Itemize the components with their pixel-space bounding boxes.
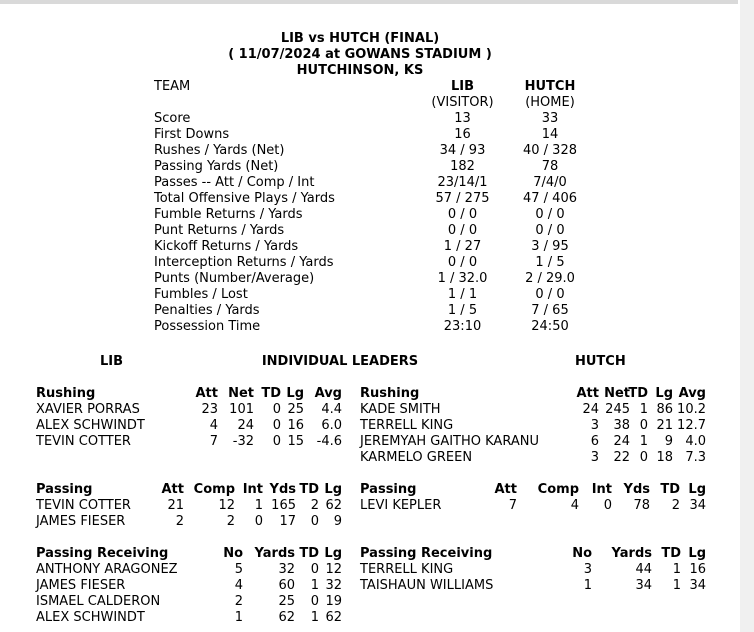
team-stat-visitor: 0 / 0	[447, 223, 478, 238]
stat-value: 25	[278, 594, 295, 609]
player-name: JEREMYAH GAITHO KARANU	[360, 434, 539, 449]
team-stat-label: Score	[154, 111, 191, 126]
column-header: Comp	[193, 482, 235, 497]
player-name: TAISHAUN WILLIAMS	[360, 578, 494, 593]
column-header: Net	[604, 386, 630, 401]
stat-value: 24	[582, 402, 599, 417]
stat-value: 24	[613, 434, 630, 449]
team-stat-visitor: 23:10	[443, 319, 482, 334]
team-stat-home: 14	[541, 127, 559, 142]
top-border	[0, 0, 738, 4]
stat-value: 7	[508, 498, 517, 513]
team-stat-home: 78	[541, 159, 559, 174]
column-header: TD	[299, 482, 319, 497]
stat-value: 10.2	[677, 402, 706, 417]
stat-value: 19	[325, 594, 342, 609]
player-name: KARMELO GREEN	[360, 450, 473, 465]
stat-value: 25	[287, 402, 304, 417]
column-header: Int	[591, 482, 612, 497]
column-header: TD	[660, 482, 680, 497]
home-team-name: HUTCH	[524, 79, 576, 94]
stat-value: 0	[639, 450, 648, 465]
team-stat-label: Fumbles / Lost	[154, 287, 248, 302]
visitor-team-name: LIB	[450, 79, 475, 94]
stat-value: -4.6	[316, 434, 342, 449]
stat-value: 4	[234, 578, 243, 593]
team-stat-label: Penalties / Yards	[154, 303, 260, 318]
stat-value: 15	[287, 434, 304, 449]
team-stat-home: 1 / 5	[535, 255, 565, 270]
stat-value: 12.7	[677, 418, 706, 433]
column-header: TD	[261, 386, 281, 401]
stat-value: 0	[603, 498, 612, 513]
team-stat-home: 0 / 0	[535, 223, 565, 238]
leaders-left-team: LIB	[100, 354, 124, 369]
stat-value: 0	[310, 594, 319, 609]
team-stat-label: Passing Yards (Net)	[154, 159, 279, 174]
stat-value: -32	[232, 434, 254, 449]
leaders-title: INDIVIDUAL LEADERS	[261, 354, 419, 369]
scrollbar[interactable]	[740, 0, 754, 632]
stat-value: 0	[272, 402, 281, 417]
team-stat-visitor: 1 / 32.0	[437, 271, 488, 286]
section-title: Rushing	[36, 386, 96, 401]
column-header: Lg	[655, 386, 673, 401]
column-header: Yds	[623, 482, 650, 497]
stat-value: 0	[272, 434, 281, 449]
column-header: Att	[494, 482, 517, 497]
stat-value: 34	[635, 578, 652, 593]
column-header: Lg	[688, 546, 706, 561]
stat-value: 24	[237, 418, 254, 433]
team-stat-home: 7 / 65	[531, 303, 569, 318]
team-stat-label: Interception Returns / Yards	[154, 255, 334, 270]
team-stat-visitor: 57 / 275	[435, 191, 490, 206]
column-header: Lg	[324, 546, 342, 561]
stat-value: 34	[689, 578, 706, 593]
stat-value: 1	[639, 434, 648, 449]
player-name: XAVIER PORRAS	[36, 402, 140, 417]
stat-value: 1	[583, 578, 592, 593]
stat-value: 78	[633, 498, 650, 513]
stat-value: 60	[278, 578, 295, 593]
team-stat-visitor: 34 / 93	[439, 143, 486, 158]
team-stat-label: Passes -- Att / Comp / Int	[154, 175, 315, 190]
team-stat-home: 24:50	[531, 319, 569, 334]
stat-value: 3	[583, 562, 592, 577]
player-name: LEVI KEPLER	[360, 498, 442, 513]
stat-value: 245	[605, 402, 630, 417]
column-header: TD	[628, 386, 648, 401]
section-title: Passing Receiving	[36, 546, 169, 561]
stat-value: 62	[278, 610, 295, 625]
stat-value: 16	[287, 418, 304, 433]
player-name: TERRELL KING	[360, 562, 454, 577]
stat-value: 0	[254, 514, 263, 529]
stat-value: 0	[310, 514, 319, 529]
leaders-right-team: HUTCH	[575, 354, 626, 369]
visitor-label: (VISITOR)	[431, 95, 494, 110]
team-stat-home: 40 / 328	[523, 143, 577, 158]
team-stat-visitor: 182	[450, 159, 475, 174]
player-name: KADE SMITH	[360, 402, 441, 417]
team-stat-home: 33	[541, 111, 559, 126]
stat-value: 32	[325, 578, 342, 593]
stat-value: 44	[635, 562, 652, 577]
stat-value: 38	[613, 418, 630, 433]
column-header: Att	[161, 482, 184, 497]
player-name: ISMAEL CALDERON	[36, 594, 161, 609]
column-header: Avg	[314, 386, 342, 401]
stat-value: 2	[175, 514, 184, 529]
column-header: Yards	[611, 546, 652, 561]
team-stat-visitor: 0 / 0	[447, 207, 478, 222]
team-stat-label: First Downs	[154, 127, 230, 142]
team-stat-visitor: 1 / 27	[443, 239, 482, 254]
player-name: TEVIN COTTER	[36, 498, 131, 513]
stat-value: 0	[310, 562, 319, 577]
stat-value: 7.3	[685, 450, 706, 465]
team-stat-label: Punt Returns / Yards	[154, 223, 285, 238]
team-stat-visitor: 1 / 5	[447, 303, 478, 318]
team-stat-visitor: 0 / 0	[447, 255, 478, 270]
column-header: TD	[299, 546, 319, 561]
stat-value: 16	[689, 562, 706, 577]
stat-value: 32	[278, 562, 295, 577]
stat-value: 2	[671, 498, 680, 513]
stat-value: 4.4	[321, 402, 342, 417]
section-title: Passing	[360, 482, 417, 497]
column-header: Avg	[678, 386, 706, 401]
column-header: Yds	[269, 482, 296, 497]
team-stat-label: Total Offensive Plays / Yards	[154, 191, 335, 206]
column-header: Att	[195, 386, 218, 401]
team-stat-visitor: 1 / 1	[447, 287, 478, 302]
stat-value: 62	[325, 610, 342, 625]
stat-value: 6	[590, 434, 599, 449]
home-label: (HOME)	[525, 95, 575, 110]
stat-value: 1	[310, 610, 319, 625]
stat-value: 1	[310, 578, 319, 593]
column-header: Int	[242, 482, 263, 497]
stat-value: 86	[656, 402, 673, 417]
stat-value: 7	[209, 434, 218, 449]
stat-value: 1	[254, 498, 263, 513]
stat-value: 2	[234, 594, 243, 609]
stat-value: 3	[590, 450, 599, 465]
column-header: No	[223, 546, 243, 561]
player-name: JAMES FIESER	[36, 514, 126, 529]
player-name: ANTHONY ARAGONEZ	[36, 562, 178, 577]
stat-value: 1	[234, 610, 243, 625]
stat-value: 0	[272, 418, 281, 433]
stat-value: 21	[167, 498, 184, 513]
game-title: LIB vs HUTCH (FINAL)	[280, 31, 440, 46]
stat-value: 21	[656, 418, 673, 433]
column-header: TD	[661, 546, 681, 561]
stat-value: 17	[279, 514, 296, 529]
player-name: TEVIN COTTER	[36, 434, 131, 449]
stat-value: 9	[664, 434, 673, 449]
stat-value: 34	[689, 498, 706, 513]
column-header: Lg	[324, 482, 342, 497]
team-stat-visitor: 16	[454, 127, 471, 142]
stat-value: 62	[325, 498, 342, 513]
stat-value: 3	[590, 418, 599, 433]
player-name: JAMES FIESER	[36, 578, 126, 593]
team-stat-home: 0 / 0	[535, 207, 565, 222]
stat-value: 4	[209, 418, 218, 433]
team-stat-home: 47 / 406	[523, 191, 577, 206]
team-stat-label: Fumble Returns / Yards	[154, 207, 303, 222]
column-header: Att	[576, 386, 599, 401]
stat-value: 4.0	[685, 434, 706, 449]
column-header: No	[572, 546, 592, 561]
team-stat-label: Kickoff Returns / Yards	[154, 239, 299, 254]
stat-value: 1	[672, 562, 681, 577]
stat-value: 2	[310, 498, 319, 513]
stat-value: 1	[639, 402, 648, 417]
column-header: Yards	[254, 546, 295, 561]
stat-value: 18	[656, 450, 673, 465]
stat-value: 9	[333, 514, 342, 529]
stat-value: 5	[234, 562, 243, 577]
team-stat-visitor: 13	[454, 111, 471, 126]
team-stat-home: 2 / 29.0	[525, 271, 575, 286]
column-header: Lg	[688, 482, 706, 497]
team-stat-visitor: 23/14/1	[437, 175, 488, 190]
player-name: TERRELL KING	[360, 418, 454, 433]
stat-value: 2	[226, 514, 235, 529]
stat-value: 23	[201, 402, 218, 417]
team-stat-label: Rushes / Yards (Net)	[154, 143, 285, 158]
column-header: Comp	[537, 482, 579, 497]
team-stat-label: Punts (Number/Average)	[154, 271, 315, 286]
team-stats-header: TEAM	[154, 79, 191, 94]
team-stat-label: Possession Time	[154, 319, 261, 334]
stat-value: 1	[672, 578, 681, 593]
stat-value: 6.0	[321, 418, 342, 433]
team-stat-home: 0 / 0	[535, 287, 565, 302]
stat-value: 22	[613, 450, 630, 465]
section-title: Passing	[36, 482, 93, 497]
stat-value: 101	[229, 402, 254, 417]
section-title: Passing Receiving	[360, 546, 493, 561]
stat-value: 0	[639, 418, 648, 433]
player-name: ALEX SCHWINDT	[36, 610, 145, 625]
column-header: Lg	[286, 386, 304, 401]
game-location: HUTCHINSON, KS	[296, 63, 424, 78]
game-date-venue: ( 11/07/2024 at GOWANS STADIUM )	[228, 47, 492, 62]
column-header: Net	[228, 386, 254, 401]
team-stat-home: 3 / 95	[531, 239, 569, 254]
stat-value: 165	[271, 498, 296, 513]
player-name: ALEX SCHWINDT	[36, 418, 145, 433]
stat-value: 4	[570, 498, 579, 513]
stat-value: 12	[325, 562, 342, 577]
section-title: Rushing	[360, 386, 420, 401]
stat-value: 12	[218, 498, 235, 513]
team-stat-home: 7/4/0	[533, 175, 567, 190]
